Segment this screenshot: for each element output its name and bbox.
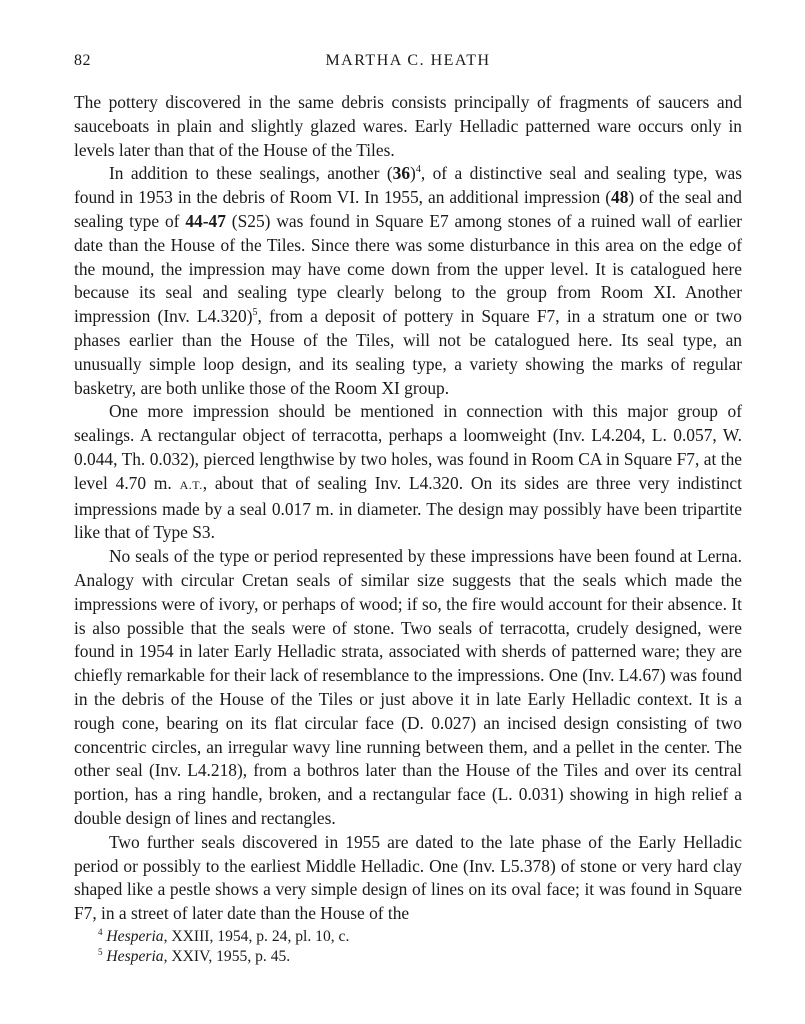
journal-title: Hesperia (106, 948, 164, 965)
small-caps-abbrev: A.T. (179, 477, 203, 492)
paragraph: Two further seals discovered in 1955 are dated to the late phase of the Early Helladic period or possibly to the earliest Middle Helladic. One (Inv. L5.378) of stone or very hard clay shaped like a pestle shows a very simple design of lines on its oval face; it was found in Square F7, in a street of later date than the House of the (74, 831, 742, 924)
page-header (74, 52, 742, 76)
page-number: 82 (74, 52, 91, 69)
catalogue-number: 48 (611, 187, 629, 208)
running-head: MARTHA C. HEATH (325, 52, 491, 69)
footnote: $^5$ Hesperia, XXIV, 1955, p. 45. (98, 946, 291, 965)
footnotes (98, 927, 738, 967)
paragraph: The pottery discovered in the same debris consists principally of fragments of saucers and sauceboats in plain and slightly glazed wares. Early Helladic patterned ware occurs only in levels later than that of the House of the Tiles. (74, 92, 742, 160)
journal-title: Hesperia (106, 928, 164, 945)
paragraph: In addition to these sealings, another $(36)^4$, of a distinctive seal and sealing type, was found in 1953 in the debris of Room VI. In 1955, an additional impression (48) of the seal and sealing type of 44-47 (S25) was found in Square E7 among stones of a ruined wall of earlier date than the House of the Tiles. Since there was some disturbance in this area on the edge of the mound, the impression may have come down from the upper level. It is catalogued here because its seal and sealing type clearly belong to the group from Room XI. Another impression (Inv. L4.320)$^5$, from a deposit of pottery in Square F7, in a stratum one or two phases earlier than the House of the Tiles, will not be catalogued here. Its seal type, an unusually simple loop design, and its sealing type, a variety showing the marks of regular basketry, are both unlike those of the Room XI group. (74, 163, 743, 398)
footnote: $^4$ Hesperia, XXIII, 1954, p. 24, pl. 10, c. (98, 926, 350, 945)
catalogue-number: 44-47 (185, 210, 226, 231)
paragraph: No seals of the type or period represented by these impressions have been found at Lerna. Analogy with circular Cretan seals of similar size suggests that the seals which made the impressions were of ivory, or perhaps of wood; if so, the fire would account for their absence. It is also possible that the seals were of stone. Two seals of terracotta, crudely designed, were found in 1954 in later Early Helladic strata, associated with sherds of patterned ware; they are chiefly remarkable for their lack of resemblance to the impressions. One (Inv. L4.67) was found in the debris of the House of the Tiles or just above it in late Early Helladic context. It is a rough cone, bearing on its flat circular face (D. 0.027) an incised design consisting of two concentric circles, an irregular wavy line running between them, and a pellet in the center. The other seal (Inv. L4.218), from a bothros later than the House of the Tiles and over its central portion, has a ring handle, broken, and a rectangular face (L. 0.031) showing in high relief a double design of lines and rectangles. (74, 546, 742, 828)
footnote-ref[interactable]: 5 (252, 307, 258, 319)
paragraph: One more impression should be mentioned in connection with this major group of sealings. A rectangular object of terracotta, perhaps a loomweight (Inv. L4.204, L. 0.057, W. 0.044, Th. 0.032), pierced lengthwise by two holes, was found in Room CA in Square F7, at the level 4.70 m. A.T., about that of sealing Inv. L4.320. On its sides are three very indistinct impressions made by a seal 0.017 m. in diameter. The design may possibly have been tripartite like that of Type S3. (74, 401, 742, 543)
catalogue-number: 36 (392, 163, 411, 184)
body-text (74, 91, 742, 926)
footnote-mark: 4 (98, 926, 103, 937)
footnote-mark: 5 (98, 946, 103, 957)
page (74, 0, 742, 1024)
footnote-ref[interactable]: 4 (415, 164, 421, 176)
